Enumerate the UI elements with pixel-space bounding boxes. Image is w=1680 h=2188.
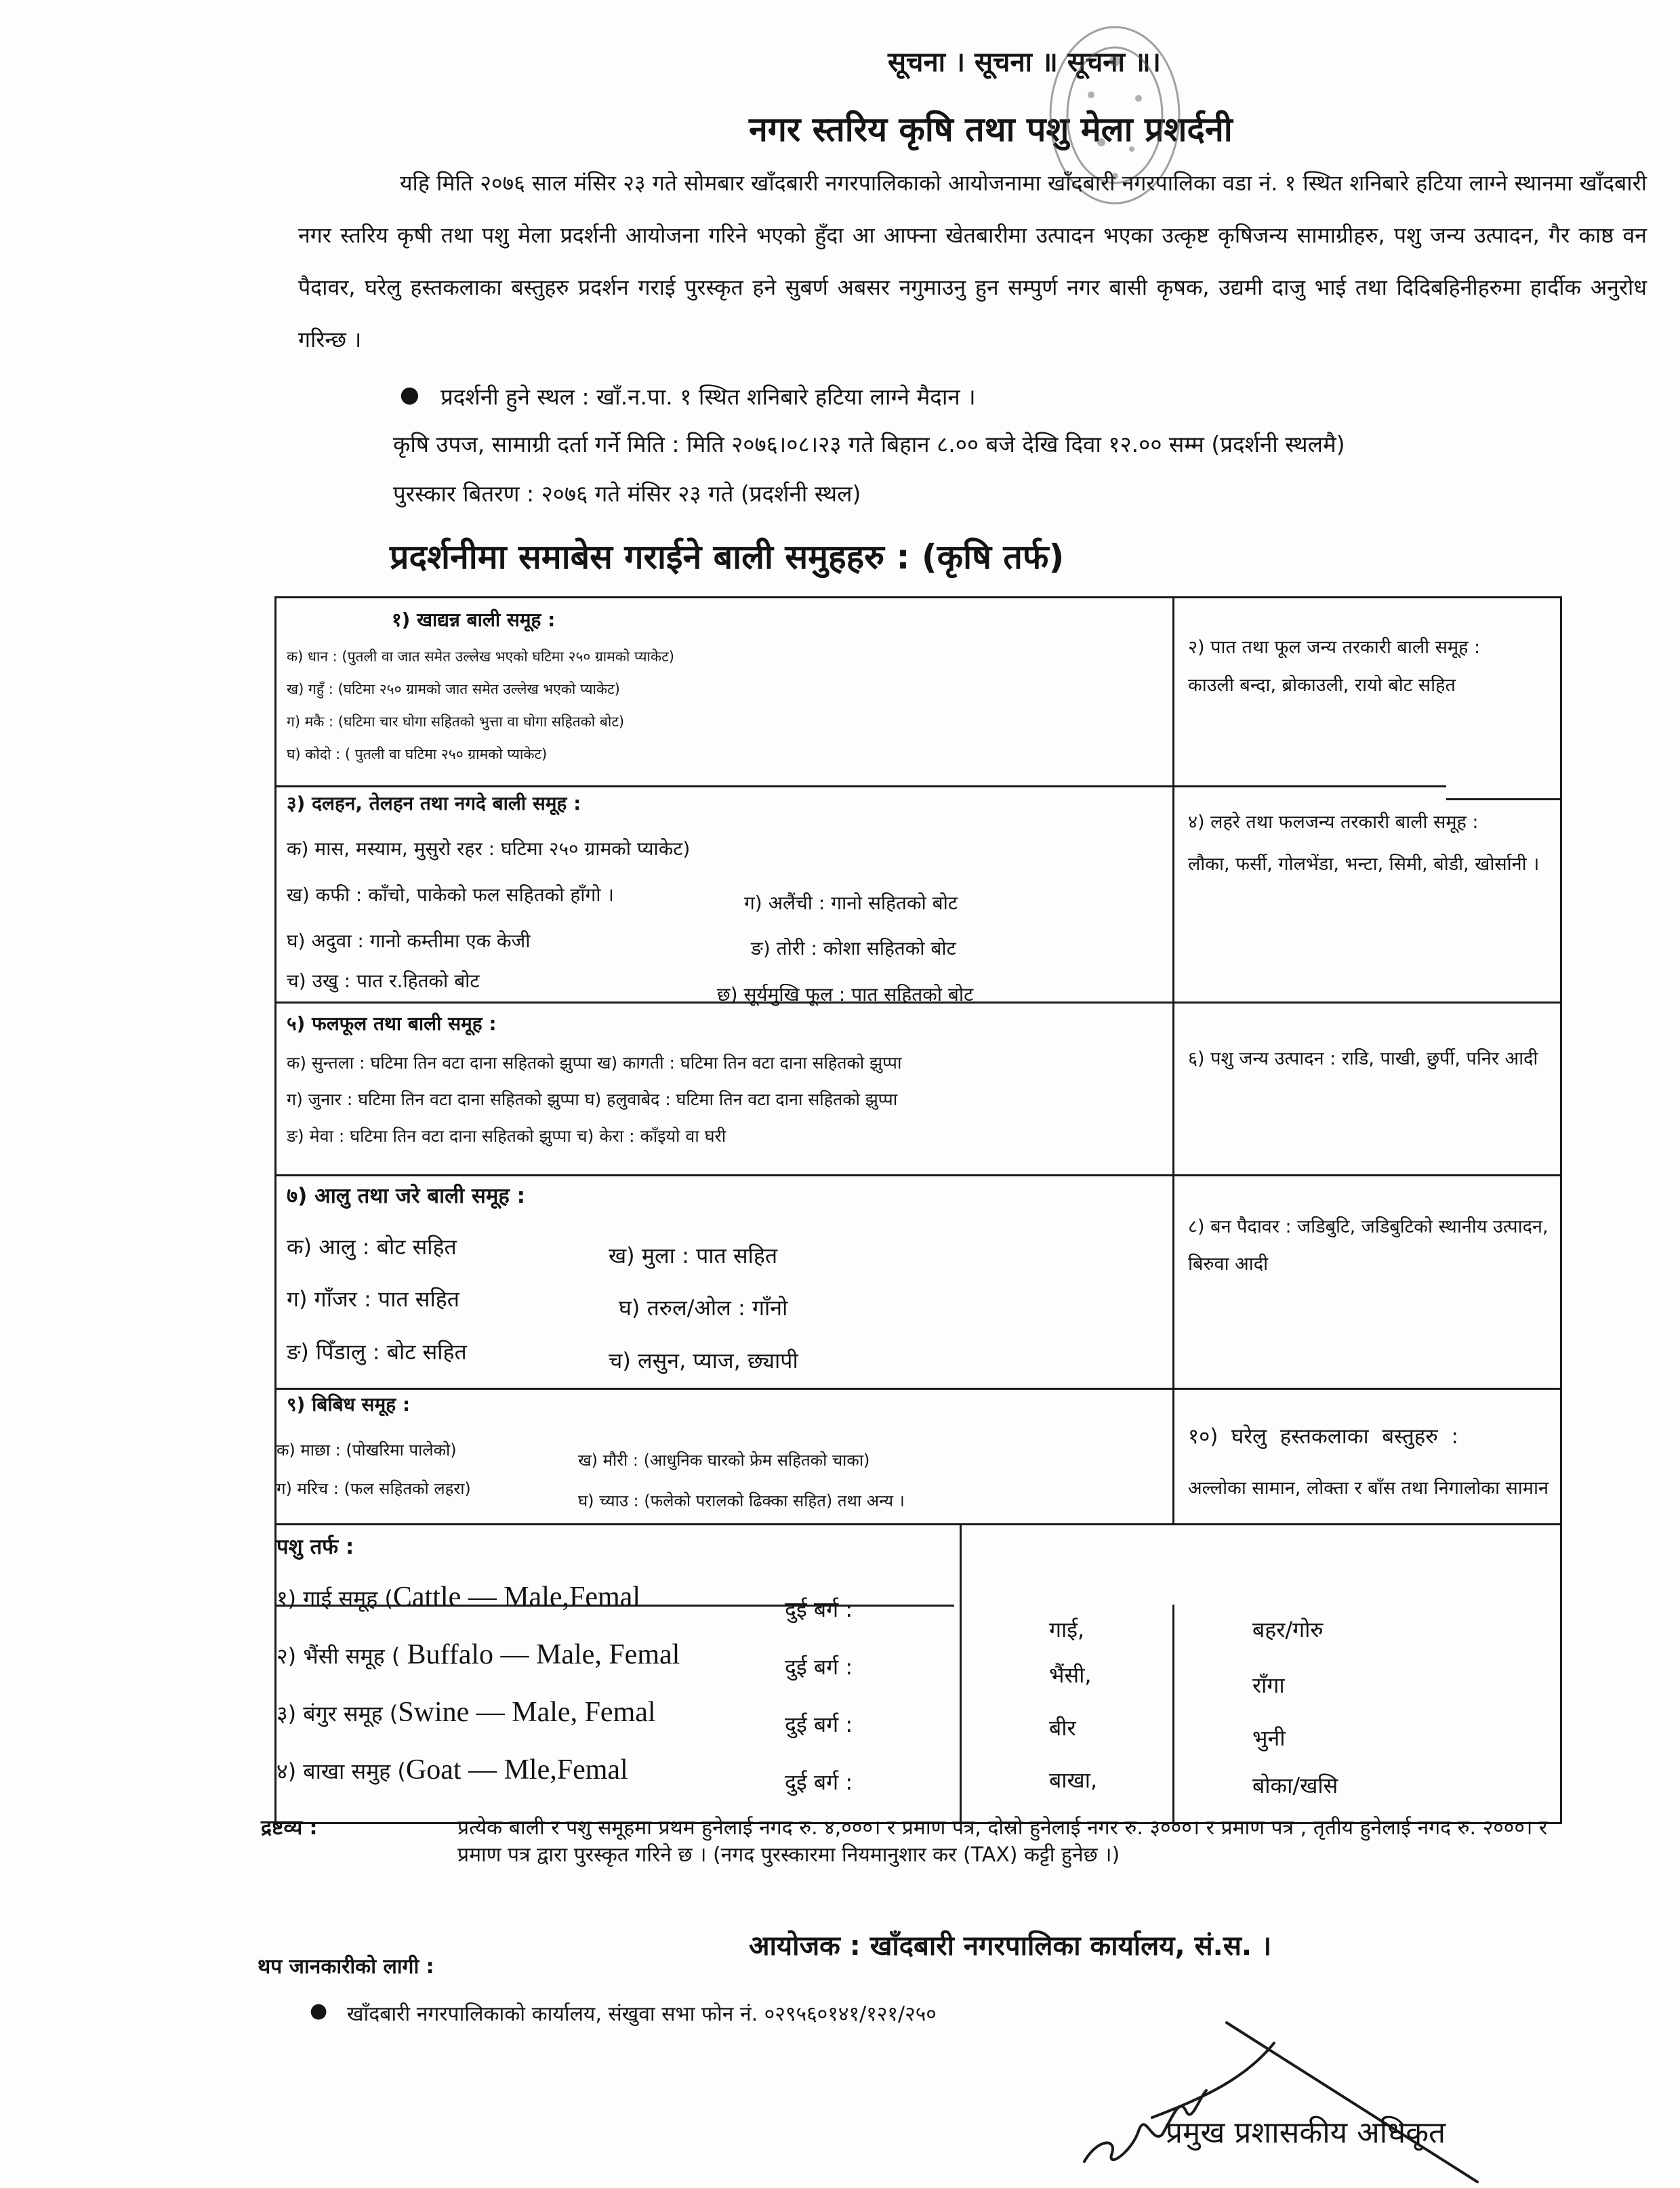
award-line: पुरस्कार बितरण : २०७६ गते मंसिर २३ गते (प्रदर्शनी स्थल) [393, 480, 861, 507]
table-rule [276, 785, 1446, 787]
table-rule [1172, 598, 1174, 1523]
livestock-title: पशु तर्फ : [276, 1535, 354, 1559]
group-1-title: १) खाद्यन्न बाली समूह : [392, 608, 556, 631]
group-3-item: ग) अलैंची : गानो सहितको बोट [744, 892, 958, 914]
intro-paragraph: यहि मिति २०७६ साल मंसिर २३ गते सोमबार खाँदबारी नगरपालिकाको आयोजनामा खाँदबारी नगरपालिका वडा नं. १ स्थित शनिबारे हटिया लाग्ने स्थानमा खाँदबारी नगर स्तरिय कृषी तथा पशु मेला प्रदर्शनी आयोजना गरिने भएको हुँदा आ आफ्ना खेतबारीमा उत्पादन भएका उत्कृष्ट कृषिजन्य सामाग्रीहरु, पशु जन्य उत्पादन, गैर काष्ठ वन पैदावर, घरेलु हस्तकलाका बस्तुहरु प्रदर्शन गराई पुरस्कृत हने सुबर्ण अबसर नगुमाउनु हुन सम्पुर्ण नगर बासी कृषक, उद्यमी दाजु भाई तथा दिदिबहिनीहरुमा हार्दीक अनुरोध गरिन्छ । [298, 170, 1647, 352]
signature-icon [1071, 2016, 1545, 2185]
registration-line: कृषि उपज, सामाग्री दर्ता गर्ने मिति : मिति २०७६।०८।२३ गते बिहान ८.०० बजे देखि दिवा १२.०० सम्म (प्रदर्शनी स्थलमै) [393, 431, 1345, 457]
livestock-class: दुई बर्ग : [785, 1596, 853, 1622]
group-4-title: ४) लहरे तथा फलजन्य तरकारी बाली समूह : [1188, 812, 1479, 833]
notes-label: द्रष्टव्य : [261, 1816, 318, 1840]
group-10-text: अल्लोका सामान, लोक्ता र बाँस तथा निगालोका सामान [1188, 1478, 1549, 1499]
group-3-item: च) उखु : पात र.हितको बोट [287, 970, 480, 992]
group-8-text [1188, 1208, 1557, 1283]
table-rule [276, 1174, 1560, 1176]
livestock-class: दुई बर्ग : [785, 1769, 853, 1795]
bullet-icon: ● [310, 1999, 328, 2023]
signature-block [1071, 2016, 1545, 2185]
group-1-item: ग) मकै : (घटिमा चार घोगा सहितको भुत्ता वा घोगा सहितको बोट) [287, 714, 625, 730]
crop-groups-table [274, 596, 1562, 1824]
group-9-item: क) माछा : (पोखरिमा पालेको) [276, 1441, 457, 1460]
group-3-title: ३) दलहन, तेलहन तथा नगदे बाली समूह : [287, 792, 581, 814]
group-5-item: ङ) मेवा : घटिमा तिन वटा दाना सहितको झुप्पा च) केरा : काँइयो वा घरी [287, 1126, 726, 1146]
page-title: नगर स्तरिय कृषि तथा पशु मेला प्रशर्दनी [749, 110, 1233, 149]
group-3-item: ख) कफी : काँचो, पाकेको फल सहितको हाँगो । [287, 884, 614, 906]
livestock-male: बहर/गोरु [1252, 1617, 1324, 1643]
venue-line [400, 381, 976, 411]
group-1-item: क) धान : (पुतली वा जात समेत उल्लेख भएको घटिमा २५० ग्रामको प्याकेट) [287, 648, 674, 665]
group-9-title: ९) बिबिध समूह : [287, 1393, 411, 1416]
livestock-class: दुई बर्ग : [785, 1712, 853, 1737]
table-rule [276, 1388, 1560, 1390]
group-2-title: २) पात तथा फूल जन्य तरकारी बाली समूह : [1188, 637, 1481, 658]
organizer-line: आयोजक : खाँदबारी नगरपालिका कार्यालय, सं.स. । [749, 1931, 1272, 1962]
table-rule [960, 1523, 962, 1824]
group-7-item: क) आलु : बोट सहित [287, 1234, 457, 1260]
group-9-item: ग) मरिच : (फल सहितको लहरा) [276, 1479, 471, 1498]
group-3-item: ङ) तोरी : कोशा सहितको बोट [751, 937, 956, 959]
group-8-title: ८) बन पैदावर : [1188, 1216, 1292, 1237]
livestock-female: बाखा, [1049, 1767, 1098, 1793]
group-5-item: क) सुन्तला : घटिमा तिन वटा दाना सहितको झुप्पा ख) कागती : घटिमा तिन वटा दाना सहितको झुप्पा [287, 1053, 902, 1073]
venue-text: प्रदर्शनी हुने स्थल : खाँ.न.पा. १ स्थित शनिबारे हटिया लाग्ने मैदान । [441, 384, 976, 410]
livestock-row: ४) बाखा समुह (Goat — Mle,Femal [276, 1754, 628, 1786]
group-6-text [1188, 1040, 1557, 1077]
livestock-female: भैंसी, [1049, 1662, 1092, 1688]
notice-heading: सूचना । सूचना ॥ सूचना ॥। [888, 47, 1161, 78]
livestock-class: दुई बर्ग : [785, 1654, 853, 1680]
section-heading: प्रदर्शनीमा समाबेस गराईने बाली समुहहरु : (कृषि तर्फ) [390, 537, 1065, 577]
livestock-row: १) गाई समूह (Cattle — Male,Femal [276, 1582, 640, 1613]
signature-title: प्रमुख प्रशासकीय अधिकृत [1166, 2115, 1446, 2150]
livestock-male: बोका/खसि [1252, 1773, 1338, 1798]
livestock-female: बीर [1049, 1715, 1076, 1741]
group-7-item: च) लसुन, प्याज, छ्यापी [609, 1348, 798, 1374]
group-9-item: ख) मौरी : (आधुनिक घारको फ्रेम सहितको चाका) [578, 1451, 870, 1470]
group-2-text: काउली बन्दा, ब्रोकाउली, रायो बोट सहित [1188, 675, 1456, 696]
livestock-row: २) भैंसी समूह ( Buffalo — Male, Femal [276, 1639, 680, 1670]
group-1-item: ख) गहुँ : (घटिमा २५० ग्रामको जात समेत उल्लेख भएको प्याकेट) [287, 681, 620, 697]
group-7-item: ङ) पिँडालु : बोट सहित [287, 1339, 467, 1365]
group-6-items: राडि, पाखी, छुर्पी, पनिर आदी [1341, 1048, 1538, 1069]
group-1-item: घ) कोदो : ( पुतली वा घटिमा २५० ग्रामको प्याकेट) [287, 746, 548, 762]
group-7-item: ख) मुला : पात सहित [609, 1243, 778, 1268]
group-3-item: घ) अदुवा : गानो कम्तीमा एक केजी [287, 930, 531, 952]
livestock-row: ३) बंगुर समूह (Swine — Male, Femal [276, 1697, 656, 1728]
group-5-item: ग) जुनार : घटिमा तिन वटा दाना सहितको झुप्पा घ) हलुवाबेद : घटिमा तिन वटा दाना सहितको झुप्पा [287, 1090, 898, 1109]
table-rule [1172, 1605, 1174, 1824]
notes-text: प्रत्येक बाली र पशु समूहमा प्रथम हुनेलाई नगद रु. ४,०००। र प्रमाण पत्र, दोस्रो हुनेलाई नगर रु. ३०००। र प्रमाण पत्र , तृतीय हुनेलाई नगद रु. २०००। र प्रमाण पत्र द्वारा पुरस्कृत गरिने छ । (नगद पुरस्कारमा नियमानुशार कर (TAX) कट्टी हुनेछ ।) [457, 1816, 1548, 1867]
group-6-title: ६) पशु जन्य उत्पादन : [1188, 1048, 1336, 1069]
livestock-female: गाई, [1049, 1617, 1085, 1643]
contact-line [310, 1999, 937, 2027]
more-info-label: थप जानकारीको लागी : [258, 1955, 434, 1979]
group-7-title: ७) आलु तथा जरे बाली समूह : [287, 1184, 526, 1208]
group-4-text: लौका, फर्सी, गोलभेंडा, भन्टा, सिमी, बोडी, खोर्सानी । [1188, 854, 1540, 875]
group-8-items: जडिबुटि, जडिबुटिको स्थानीय उत्पादन, बिरुवा आदी [1188, 1216, 1549, 1275]
bullet-icon: ● [400, 381, 419, 407]
group-9-item: घ) च्याउ : (फलेको परालको ढिक्का सहित) तथा अन्य । [578, 1491, 905, 1510]
group-7-item: ग) गाँजर : पात सहित [287, 1286, 459, 1312]
group-10-title: १०) घरेलु हस्तकलाका बस्तुहरु : [1188, 1424, 1458, 1449]
group-3-item: छ) सूर्यमुखि फूल : पात सहितको बोट [717, 983, 974, 1006]
contact-text: खाँदबारी नगरपालिकाको कार्यालय, संखुवा सभा फोन नं. ०२९५६०१४१/१२१/२५० [347, 2002, 937, 2026]
group-5-title: ५) फलफूल तथा बाली समूह : [287, 1012, 497, 1035]
table-rule [1446, 798, 1560, 800]
livestock-male: राँगा [1252, 1672, 1285, 1698]
table-rule [276, 1523, 1560, 1525]
group-3-item: क) मास, मस्याम, मुसुरो रहर : घटिमा २५० ग्रामको प्याकेट) [287, 838, 691, 860]
group-7-item: घ) तरुल/ओल : गाँनो [619, 1295, 788, 1321]
livestock-male: भुनी [1252, 1725, 1286, 1751]
